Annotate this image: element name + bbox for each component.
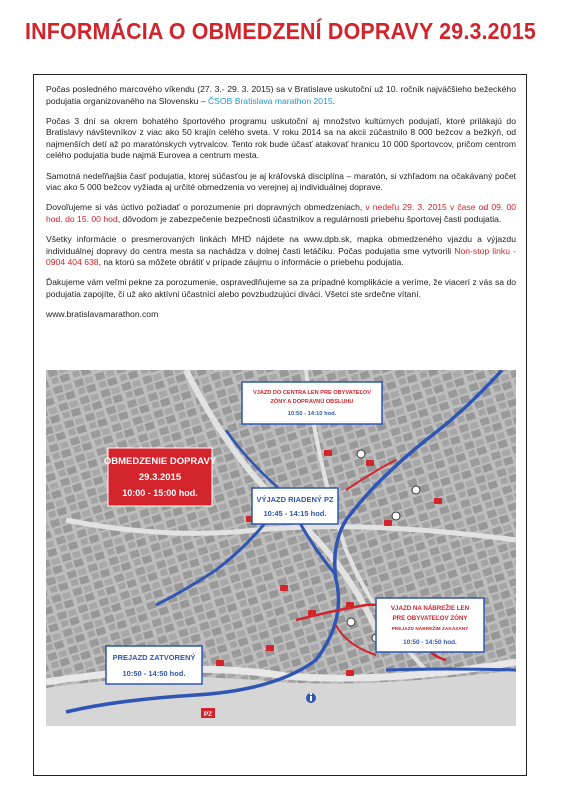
callout-nabrezie-line1: VJAZD NA NÁBREŽIE LEN xyxy=(390,605,470,612)
nonstop-line: Non-stop linku - 0904 404 638 xyxy=(46,245,516,268)
paragraph-program: Počas 3 dní sa okrem bohatého športového programu uskutoční aj množstvo kultúrnych podujatí, ktoré prilákajú do Bratislavy návštevníkov z viac ako 50 krajín celého sveta. V roku 2014 sa na akcii zúčastnilo 8 000 bežcov a bežkýň, od najmenších detí až po maratónskych vytrvalcov. Tento rok bude účasť atakovať hranicu 10 000 športovcov, pričom centrom celého podujatia bude najmä Eurovea a centrum mesta. xyxy=(46,115,516,161)
paragraph-thanks: Ďakujeme vám veľmi pekne za porozumenie, ospravedlňujeme sa za prípadné komplikácie a veríme, že viacerí z vás sa do podujatia zapojíte, či už ako aktívni účastníci alebo povzbudzujúci diváci. Všetci ste srdečne vítaní. xyxy=(46,277,516,299)
callout-vyjazd-time: 10:45 - 14:15 hod. xyxy=(263,509,327,518)
main-restriction-label xyxy=(104,448,217,506)
paragraph-text: , na ktorú sa môžete obrátiť v prípade záujmu o informácie o priebehu podujatia. xyxy=(98,257,404,268)
callout-nabrezie-line2: PRE OBYVATEĽOV ZÓNY xyxy=(392,615,468,622)
route-blue xyxy=(386,669,516,670)
restriction-time: v nedeľu 29. 3. 2015 v čase od 09. 00 hod. do 15. 00 hod xyxy=(46,202,516,224)
paragraph-text: Počas posledného marcového víkendu (27. 3.- 29. 3. 2015) sa v Bratislave uskutoční už 10. ročník najväčšieho bežeckého podujatia organizovaného na Slovensku – xyxy=(46,84,516,106)
callout-centrum xyxy=(242,382,382,424)
page-title: INFORMÁCIA O OBMEDZENÍ DOPRAVY 29.3.2015 xyxy=(24,18,537,44)
callout-nabrezie-line3: PREJAZD NÁBREŽÍM ZAKÁZANÝ xyxy=(391,627,469,632)
callout-centrum-time: 10:50 - 14:10 hod. xyxy=(287,411,337,417)
main-label-time: 10:00 - 15:00 hod. xyxy=(122,488,198,498)
info-icon xyxy=(306,693,316,703)
callout-nabrezie xyxy=(376,598,484,652)
pz-badge-label: PZ xyxy=(203,711,213,718)
main-label-date: 29.3.2015 xyxy=(138,472,182,483)
paragraph-text: Dovoľujeme si vás úctivo požiadať o porozumenie pri dopravných obmedzeniach, xyxy=(46,202,366,213)
callout-centrum-line2: ZÓNY A DOPRAVNÚ OBSLUHU xyxy=(270,399,354,405)
callout-prejazd-line1: PREJAZD ZATVORENÝ xyxy=(112,653,196,662)
paragraph-text: . xyxy=(332,95,336,106)
paragraph-info xyxy=(46,234,516,269)
callout-centrum-line1: VJAZD DO CENTRA LEN PRE OBYVATEĽOV xyxy=(253,390,371,396)
callout-prejazd-time: 10:50 - 14:50 hod. xyxy=(122,669,186,678)
paragraph-text: , dôvodom je zabezpečenie bezpečnosti účastníkov a regulárnosti priebehu športovej časti podujatia. xyxy=(117,213,502,224)
main-label-line1: OBMEDZENIE DOPRAVY xyxy=(103,456,217,467)
callout-nabrezie-time: 10:50 - 14:50 hod. xyxy=(403,639,457,646)
marathon-name-link[interactable]: ČSOB Bratislava marathon 2015 xyxy=(207,95,333,106)
callout-vyjazd-line1: VÝJAZD RIADENÝ PZ xyxy=(256,495,334,504)
website-link[interactable]: www.bratislavamarathon.com xyxy=(46,308,159,319)
info-text xyxy=(46,84,516,329)
paragraph-sunday: Samotná nedeľňajšia časť podujatia, ktorej súčasťou je aj kráľovská disciplína – maratón, si vzhľadom na očakávaný počet viac ako 5 000 bežcov vyžiada aj určité obmedzenia vo verejnej aj individuálnej doprave. xyxy=(46,170,516,193)
traffic-map xyxy=(46,370,516,726)
callout-prejazd xyxy=(106,646,202,684)
paragraph-text: Všetky informácie o presmerovaných linkách MHD nájdete na www.dpb.sk, mapka obmedzeného vjazdu a výjazdu individuálnej dopravy do centra mesta sa nachádza v dolnej časti letáčiku. Počas podujatia sme vytvorili xyxy=(46,233,516,256)
callout-vyjazd xyxy=(252,488,338,524)
pz-badge xyxy=(201,708,215,718)
paragraph-restrictions xyxy=(46,202,516,225)
paragraph-intro xyxy=(46,84,516,107)
